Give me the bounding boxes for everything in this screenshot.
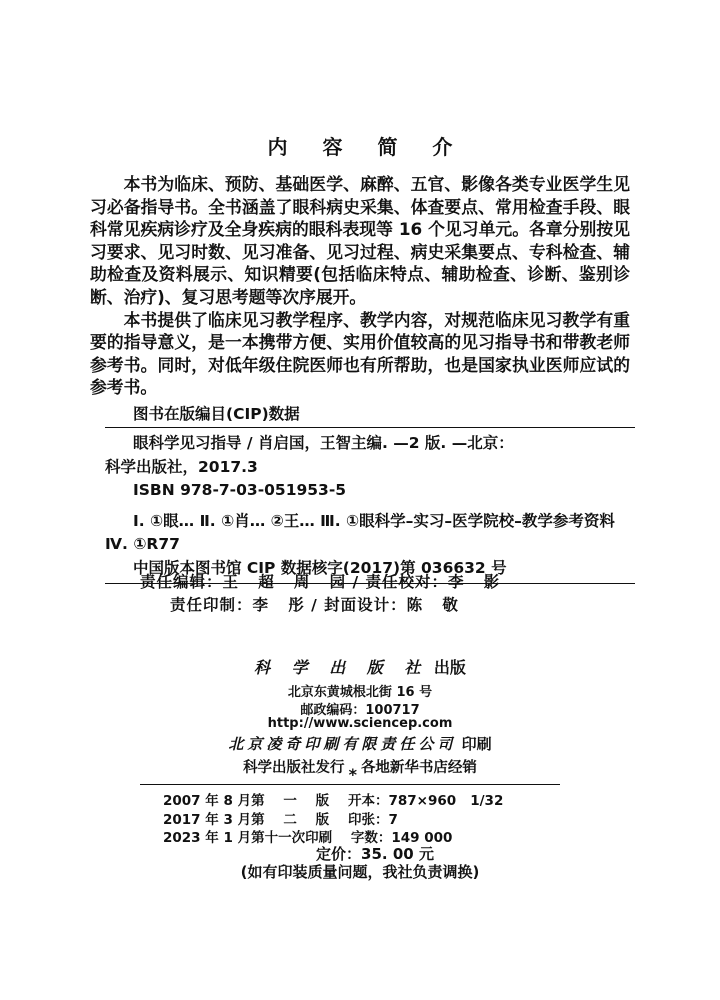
- production-credits: 责任印制：李 彤 / 封面设计：陈 敬: [170, 596, 459, 614]
- editor-credits: 责任编辑：王 超 周 园 / 责任校对：李 影: [140, 573, 501, 591]
- cip-classification: Ⅰ. ①眼… Ⅱ. ①肖… ②王… Ⅲ. ①眼科学–实习–医学院校–教学参考资料 Ⅳ. ①R77: [105, 511, 615, 553]
- cip-title: 图书在版编目(CIP)数据: [133, 405, 300, 423]
- printer-line: [0, 733, 720, 754]
- summary-heading: 内 容 简 介: [267, 135, 467, 159]
- cip-publisher-line: 科学出版社，2017.3: [105, 457, 258, 476]
- edition-row: 2023 年 1 月第十一次印刷 字数：149 000: [163, 830, 453, 846]
- distribution-line: [0, 756, 720, 784]
- publisher-name: 科 学 出 版 社: [254, 658, 429, 677]
- printer-suffix: 印刷: [461, 735, 492, 753]
- publisher-line: [0, 655, 720, 678]
- publisher-address: 北京东黄城根北街 16 号: [287, 685, 433, 700]
- distributor: 各地新华书店经销: [360, 760, 477, 776]
- summary-paragraph: 本书为临床、预防、基础医学、麻醉、五官、影像各类专业医学生见习必备指导书。全书涵盖了眼科病史采集、体查要点、常用检查手段、眼科常见疾病诊疗及全身疾病的眼科表现等 16 个见习单元。各章分别按见习要求、见习时数、见习准备、见习过程、病史采集要点、专科检查、辅助检查及资料展示、知识精要(包括临床特点、辅助检查、诊断、鉴别诊断、治疗)、复习思考题等次序展开。: [90, 174, 630, 307]
- publisher-postcode: 邮政编码：100717: [300, 703, 420, 718]
- summary-body: [90, 173, 630, 399]
- cip-book-line: 眼科学见习指导 / 肖启国，王智主编. —2 版. —北京：: [133, 434, 514, 452]
- star-icon: *: [348, 765, 357, 784]
- summary-paragraph: 本书提供了临床见习教学程序、教学内容，对规范临床见习教学有重要的指导意义，是一本携带方便、实用价值较高的见习指导书和带教老师参考书。同时，对低年级住院医师也有所帮助，也是国家执业医师应试的参考书。: [90, 309, 630, 398]
- quality-notice: (如有印装质量问题，我社负责调换): [240, 863, 480, 881]
- issuer: 科学出版社发行: [243, 760, 345, 776]
- edition-row: 2007 年 8 月第 一 版 开本：787×960 1/32: [163, 793, 504, 809]
- cip-block: [105, 401, 635, 584]
- printer-name: 北京凌奇印刷有限责任公司: [228, 735, 457, 753]
- edition-row: 2017 年 3 月第 二 版 印张：7: [163, 812, 398, 828]
- cip-record-number: 中国版本图书馆 CIP 数据核字(2017)第 036632 号: [133, 558, 507, 577]
- publisher-url: http://www.sciencep.com: [267, 716, 453, 731]
- price: 定价：35. 00 元: [316, 845, 434, 863]
- cip-record-box: [105, 427, 635, 584]
- divider: [140, 784, 560, 785]
- publisher-suffix: 出版: [433, 658, 466, 677]
- cip-isbn: ISBN 978-7-03-051953-5: [133, 481, 347, 499]
